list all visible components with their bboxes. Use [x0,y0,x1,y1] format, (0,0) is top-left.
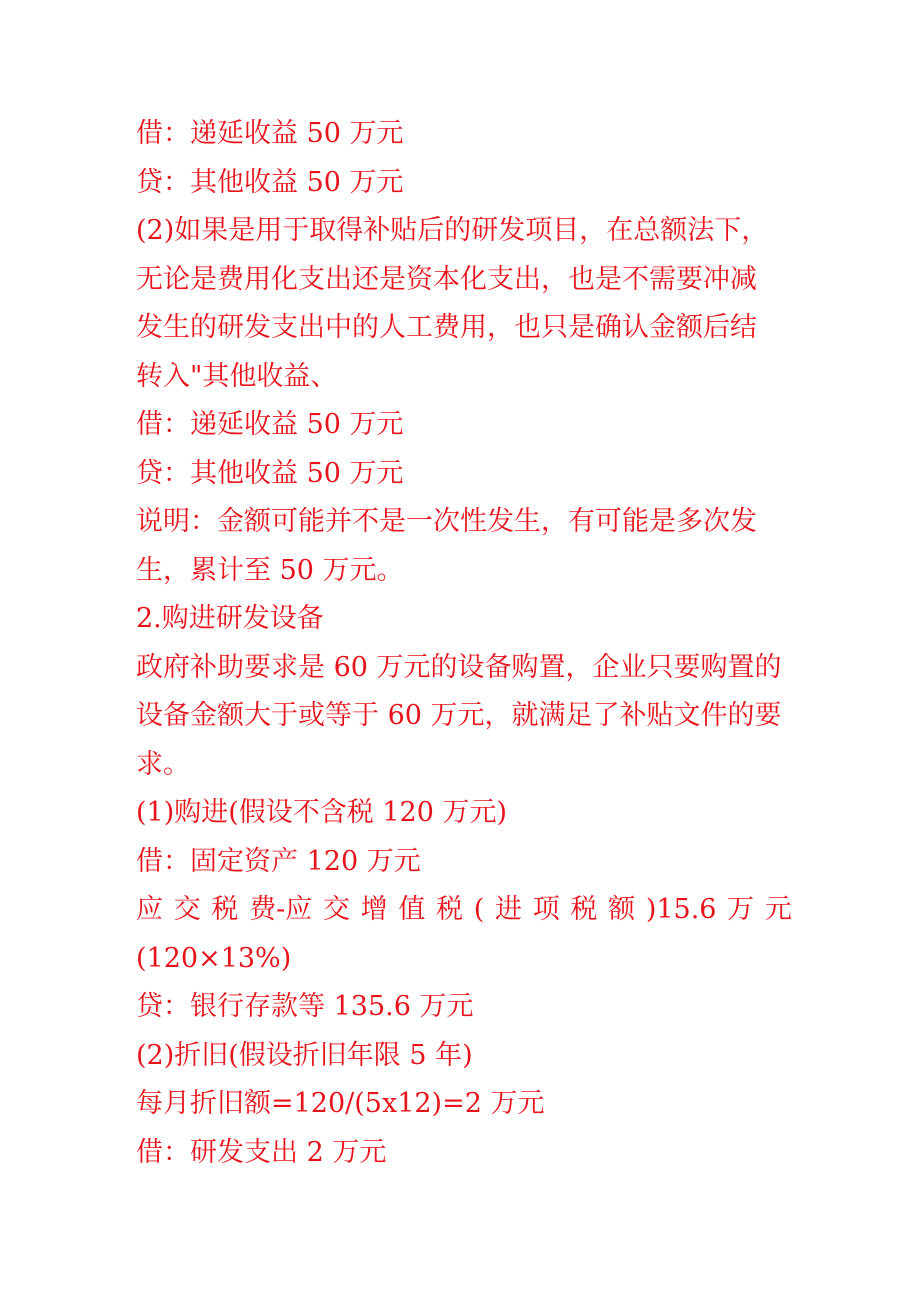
text-line: 生，累计至 50 万元。 [136,554,404,586]
justified-text-part: 进 [495,894,522,925]
justified-text-part: 税 [211,894,239,925]
section-heading: 2.购进研发设备 [136,603,324,634]
text-line: 说明：金额可能并不是一次性发生，有可能是多次发 [136,506,757,537]
justified-text-part: 费-应 [249,894,313,925]
justified-text-part: 项 [532,894,560,925]
justified-text-part: 应 [136,894,163,925]
text-line: 无论是费用化支出还是资本化支出，也是不需要冲减 [136,263,757,295]
justified-text-line [136,886,792,935]
text-line: 贷：其他收益 50 万元 [136,166,404,198]
text-line: 借：固定资产 120 万元 [136,845,421,877]
document-page [136,110,792,1177]
text-line: (120×13%) [136,942,292,974]
justified-text-part: 交 [322,894,350,925]
text-line: 转入"其他收益、 [136,360,338,392]
justified-text-part: 元 [764,894,792,925]
text-line: (1)购进(假设不含税 120 万元) [136,797,508,828]
justified-text-part: ( [473,894,485,925]
text-line: 借：递延收益 50 万元 [136,118,404,149]
text-line: (2)折旧(假设折旧年限 5 年) [136,1039,473,1071]
justified-text-part: 额 [608,894,636,925]
text-line: 贷：银行存款等 135.6 万元 [136,991,474,1022]
justified-text-part: 增 [360,894,388,925]
text-line: 政府补助要求是 60 万元的设备购置，企业只要购置的 [136,651,782,683]
text-line: 发生的研发支出中的人工费用，也只是确认金额后结 [136,312,757,343]
justified-text-part: 交 [173,894,201,925]
justified-text-part: )15.6 [645,894,717,925]
justified-text-part: 税 [570,894,598,925]
justified-text-part: 值 [398,894,426,925]
justified-text-part: 万 [727,894,755,925]
text-line: (2)如果是用于取得补贴后的研发项目，在总额法下， [136,215,769,246]
text-line: 贷：其他收益 50 万元 [136,457,404,489]
text-line: 求。 [136,748,190,780]
text-line: 借：递延收益 50 万元 [136,409,404,440]
text-line: 借：研发支出 2 万元 [136,1136,387,1168]
text-line: 设备金额大于或等于 60 万元，就满足了补贴文件的要 [136,700,782,731]
text-line: 每月折旧额=120/(5x12)=2 万元 [136,1088,545,1119]
justified-text-part: 税 [436,894,464,925]
